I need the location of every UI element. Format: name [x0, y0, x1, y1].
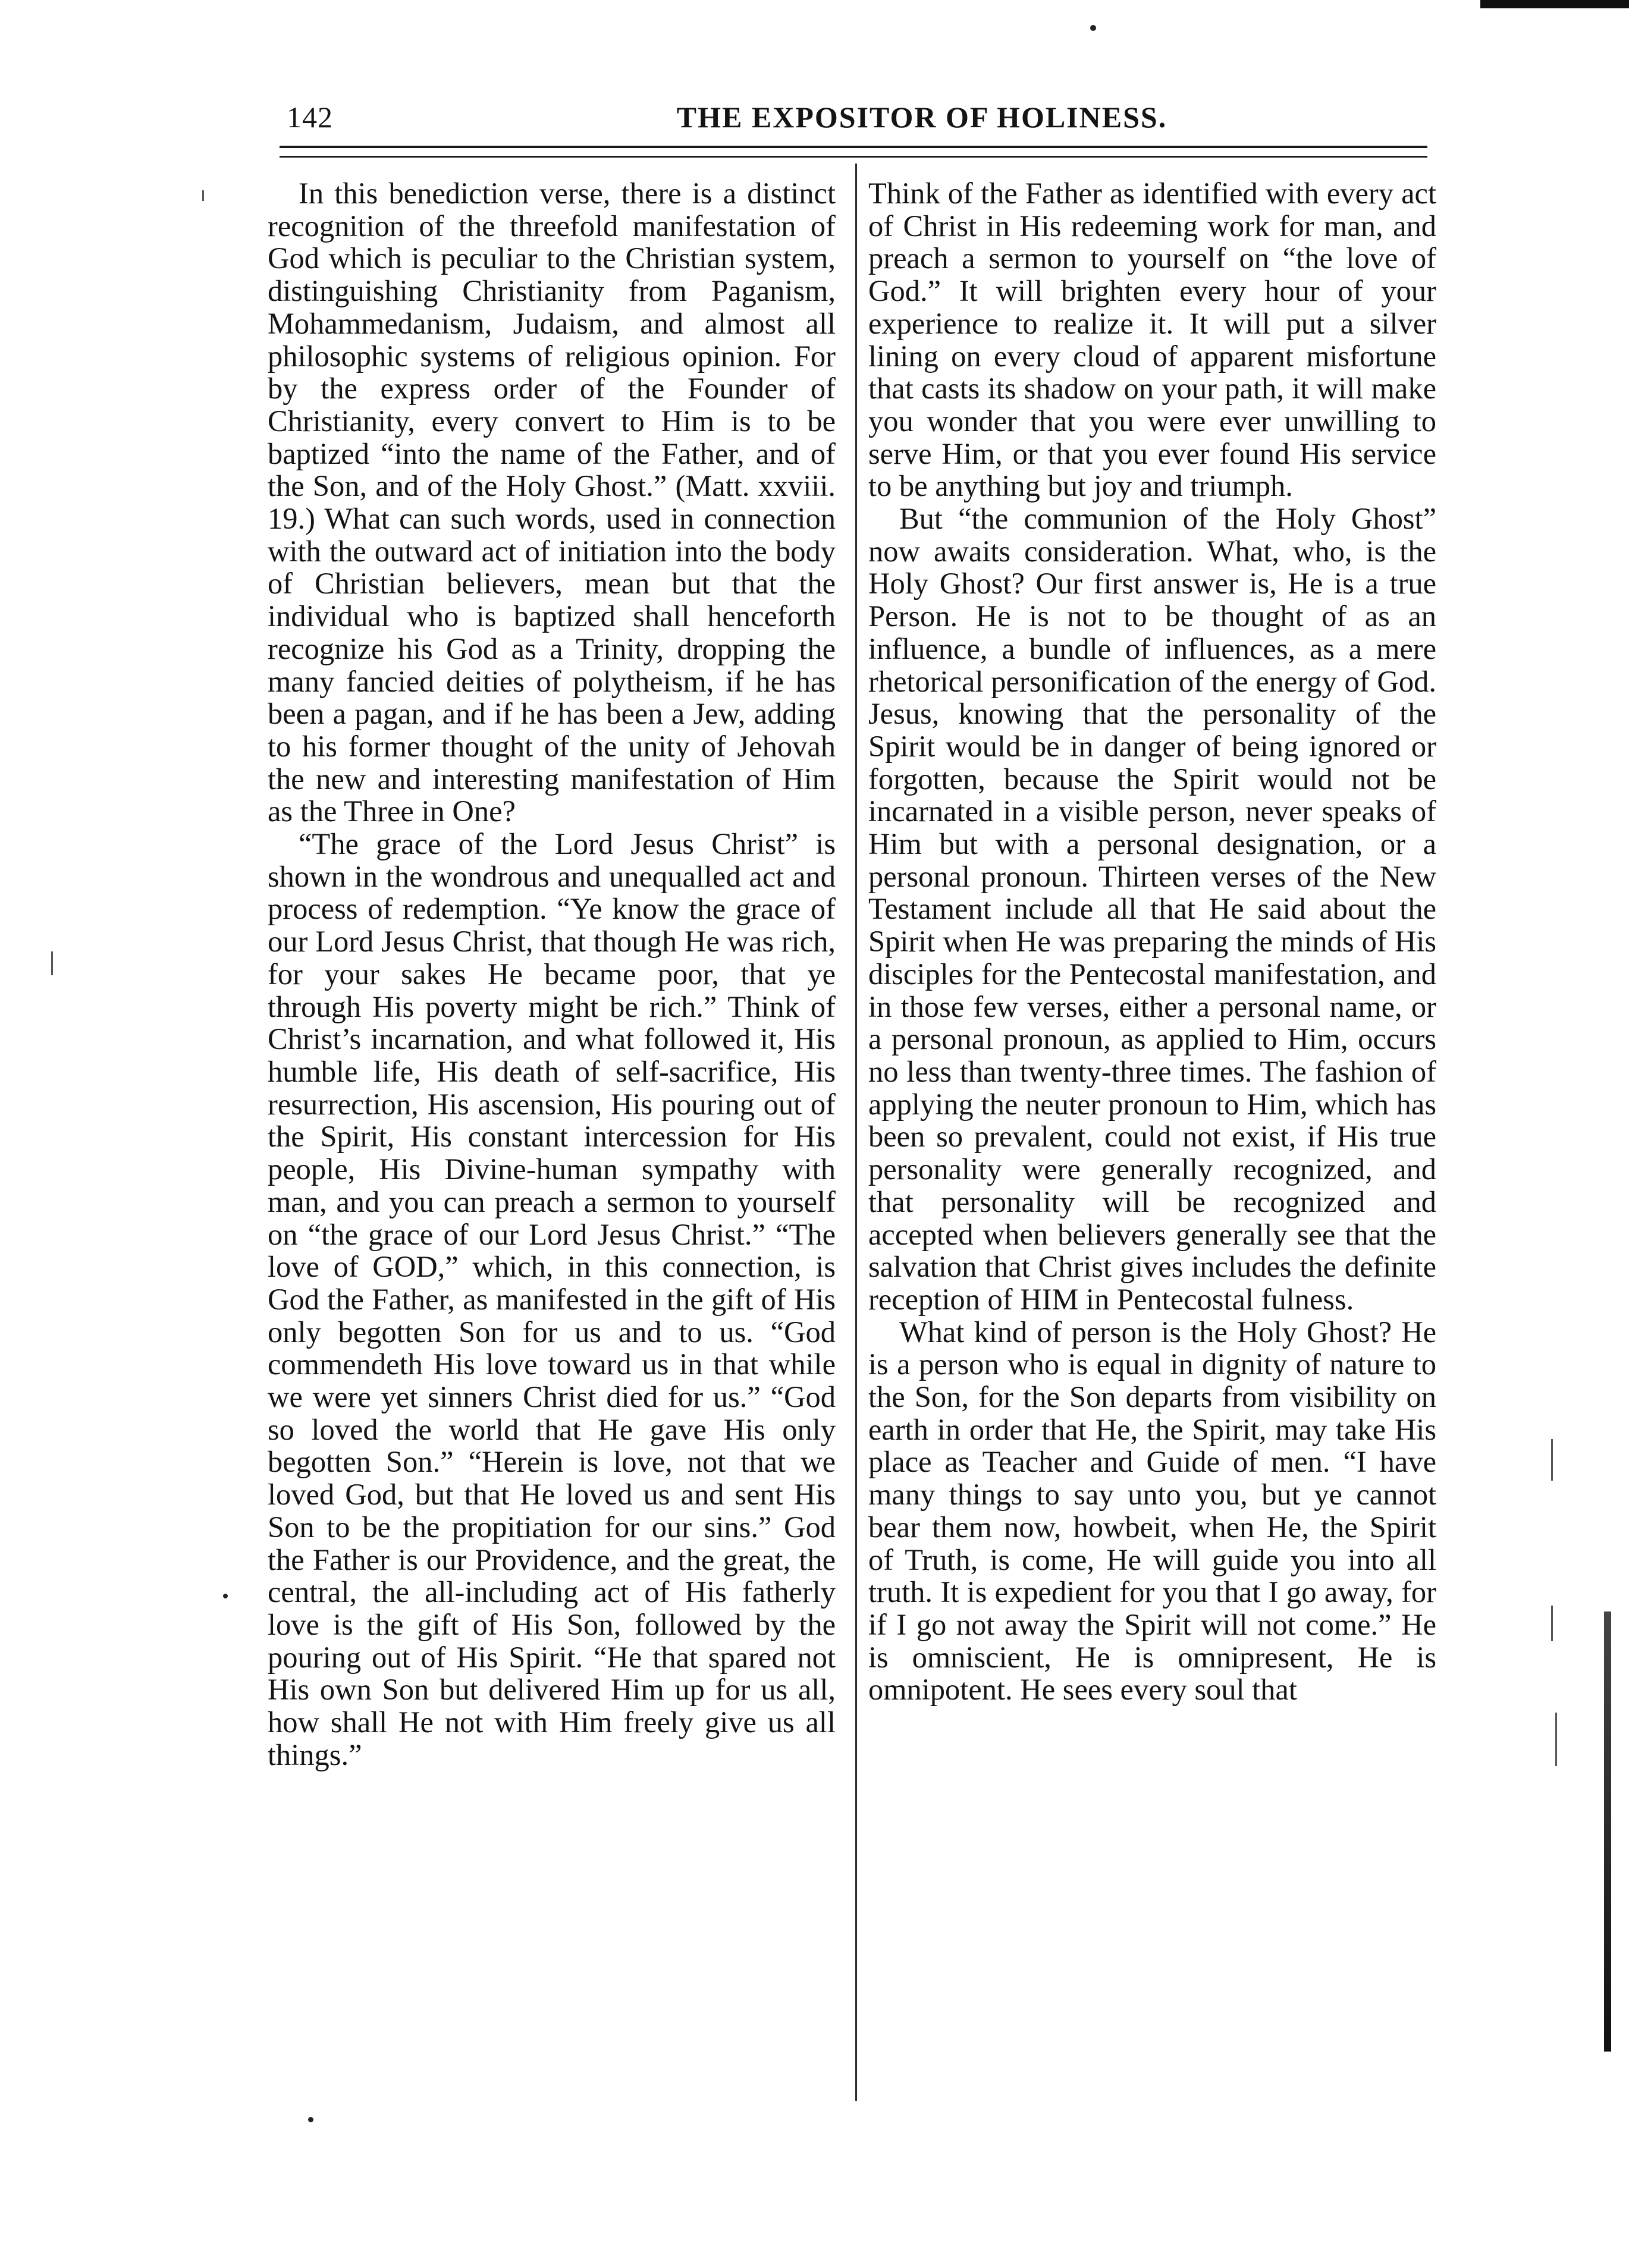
right-column [868, 177, 1436, 1706]
scan-margin-mark [51, 951, 53, 975]
paragraph: Think of the Father as identified with every act of Christ in His redeeming work for man, and preach a sermon to yourself on “the love of God.” It will brighten every hour of your experience to realize it. It will put a silver lining on every cloud of apparent misfortune that casts its shadow on your path, it will make you wonder that you were ever unwilling to serve Him, or that you ever found His service to be anything but joy and triumph. [868, 177, 1436, 503]
scan-speck [1090, 25, 1096, 31]
paragraph: But “the communion of the Holy Ghost” now awaits consideration. What, who, is the Holy Ghost? Our first answer is, He is a true Person. He is not to be thought of as an influence, a bundle of influences, as a mere rhetorical personification of the energy of God. Jesus, knowing that the personality of the Spirit would be in danger of being ignored or forgotten, because the Spirit would not be incarnated in a visible person, never speaks of Him but with a personal designation, or a personal pronoun. Thirteen verses of the New Testament include all that He said about the Spirit when He was preparing the minds of His disciples for the Pentecostal manifestation, and in those few verses, either a personal name, or a personal pronoun, as applied to Him, occurs no less than twenty-three times. The fashion of applying the neuter pronoun to Him, which has been so prevalent, could not exist, if His true personality were generally recognized, and that personality will be recognized and accepted when believers generally see that the salvation that Christ gives includes the definite reception of HIM in Pentecostal fulness. [868, 502, 1436, 1316]
scan-speck [223, 1594, 228, 1598]
scan-edge-mark [1480, 0, 1629, 8]
scan-margin-mark [202, 190, 204, 201]
scan-edge-bar [1604, 1612, 1611, 2052]
paragraph: “The grace of the Lord Jesus Christ” is shown in the wondrous and unequalled act and process of redemption. “Ye know the grace of our Lord Jesus Christ, that though He was rich, for your sakes He became poor, that ye through His poverty might be rich.” Think of Christ’s incarnation, and what followed it, His humble life, His death of self-sacrifice, His resurrection, His ascension, His pouring out of the Spirit, His constant intercession for His people, His Divine-human sympathy with man, and you can preach a sermon to yourself on “the grace of our Lord Jesus Christ.” “The love of GOD,” which, in this connection, is God the Father, as manifested in the gift of His only begotten Son for us and to us. “God commendeth His love toward us in that while we were yet sinners Christ died for us.” “God so loved the world that He gave His only begotten Son.” “Herein is love, not that we loved God, but that He loved us and sent His Son to be the propitiation for our sins.” God the Father is our Providence, and the great, the central, the all-including act of His fatherly love is the gift of His Son, followed by the pouring out of His Spirit. “He that spared not His own Son but delivered Him up for us all, how shall He not with Him freely give us all things.” [268, 827, 836, 1771]
scan-margin-mark [1555, 1713, 1557, 1766]
scan-margin-mark [1551, 1439, 1553, 1481]
left-column [268, 177, 836, 1771]
page-header [280, 100, 1427, 142]
running-title: THE EXPOSITOR OF HOLINESS. [676, 100, 1167, 134]
paragraph: In this benediction verse, there is a distinct recognition of the threefold manifestation of God which is peculiar to the Christian system, distinguishing Christianity from Paganism, Mohammedanism, Judaism, and almost all philosophic systems of religious opinion. For by the express order of the Founder of Christianity, every convert to Him is to be baptized “into the name of the Father, and of the Son, and of the Holy Ghost.” (Matt. xxviii. 19.) What can such words, used in connection with the outward act of initiation into the body of Christian believers, mean but that the individual who is baptized shall henceforth recognize his God as a Trinity, dropping the many fancied deities of polytheism, if he has been a pagan, and if he has been a Jew, adding to his former thought of the unity of Jehovah the new and interesting manifestation of Him as the Three in One? [268, 177, 836, 828]
header-rule [280, 146, 1427, 148]
column-divider [855, 164, 857, 2101]
scan-speck [308, 2117, 313, 2122]
page-number: 142 [287, 100, 333, 134]
header-rule-secondary [280, 156, 1427, 158]
paragraph: What kind of person is the Holy Ghost? He is a person who is equal in dignity of nature to the Son, for the Son departs from visibility on earth in order that He, the Spirit, may take His place as Teacher and Guide of men. “I have many things to say unto you, but ye cannot bear them now, howbeit, when He, the Spirit of Truth, is come, He will guide you into all truth. It is expedient for you that I go away, for if I go not away the Spirit will not come.” He is omniscient, He is omnipresent, He is omnipotent. He sees every soul that [868, 1315, 1436, 1707]
scan-margin-mark [1551, 1606, 1553, 1641]
